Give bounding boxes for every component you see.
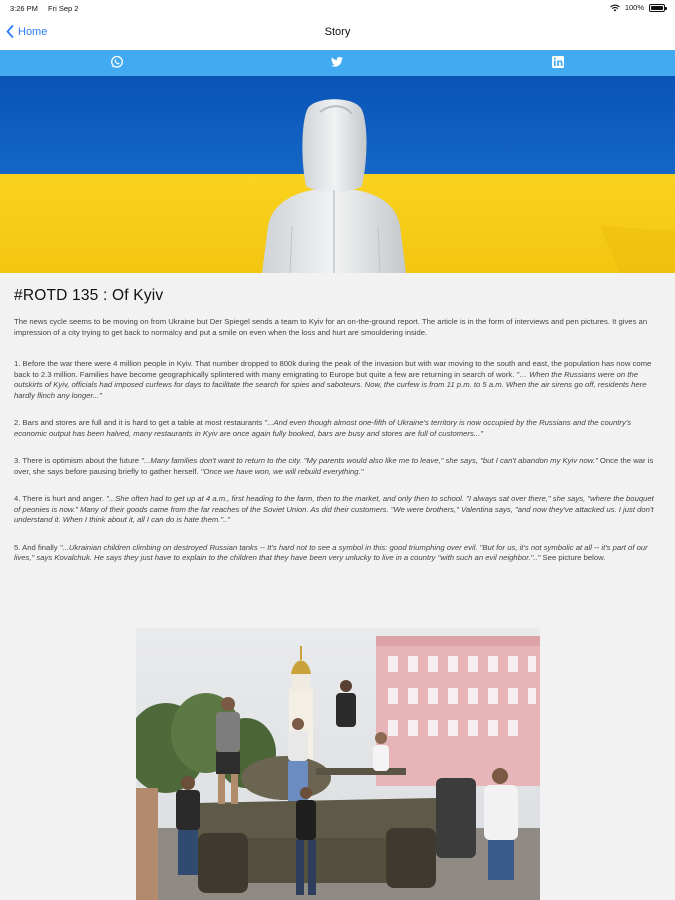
battery-icon xyxy=(649,4,665,12)
twitter-icon xyxy=(330,55,344,69)
paragraph-quote: "...And even though almost one-fifth of Ukraine's territory is now occupied by the Russians and the country's economic output has been halved, many restaurants in Kyiv are once again fully booked, bars are busy and stores are full of customers..." xyxy=(14,418,632,438)
nav-bar xyxy=(0,16,675,50)
status-date: Fri Sep 2 xyxy=(48,4,79,13)
paragraph-text: 5. And finally xyxy=(14,542,60,552)
article-paragraph xyxy=(14,494,662,526)
paragraph-quote: "...She often had to get up at 4 a.m., first heading to the farm, then to the market, and only then to school. "I always sat over there," she says, "where the bouquet of peonies is now." Many of their goods came from the far reaches of the Soviet Union. As did their customers. "We were brothers," Valentina says, "and now they've attacked us. I just don't understand it. When I think about it, all I can do is hate them.".." xyxy=(14,494,654,524)
back-button-label: Home xyxy=(18,25,48,38)
paragraph-text: 3. There is optimism about the future xyxy=(14,456,142,465)
article-title: #ROTD 135 : Of Kyiv xyxy=(14,287,164,304)
share-bar xyxy=(0,50,675,76)
paragraph-quote: "...Ukrainian children climbing on destroyed Russian tanks -- It's hard not to see a symbol in this: good triumphing over evil. "But for us, it's not symbolic at all -- it's part of our lives," says Kovalchuk. He says they just have to explain to the children that they have been very unlucky to live in a country "with such an evil neighbor.".." xyxy=(14,542,648,562)
paragraph-text: Once the war is over, she says before pausing briefly to gather herself. xyxy=(14,456,654,476)
paragraph-text: See picture below. xyxy=(540,553,606,562)
article-paragraph xyxy=(14,543,662,564)
paragraph-quote: "...Many families don't want to return to the city. "My parents would also like me to leave," she says, "but I can't abandon my Kyiv now." xyxy=(141,456,598,465)
article-paragraph xyxy=(14,456,662,477)
article-photo xyxy=(136,628,540,900)
article-paragraph xyxy=(14,418,662,439)
whatsapp-share-button[interactable] xyxy=(110,55,126,71)
article xyxy=(14,287,662,575)
paragraph-text: 4. There is hurt and anger. xyxy=(14,494,107,503)
twitter-share-button[interactable] xyxy=(330,55,346,71)
paragraph-quote: "… When the Russians were on the outskirts of Kyiv, officials had imposed curfews for days to facilitate the search for spies and saboteurs. Now, the curfew is from 11 p.m. to 5 a.m. When the air sirens go off, residents here hardly flinch any longer..." xyxy=(14,369,647,400)
paragraph-text: The news cycle seems to be moving on from Ukraine but Der Spiegel sends a team to Kyiv for an on-the-ground report. The article is in the form of interviews and pen pictures. It gives an impression of a city trying to get back to normalcy and put a smile on even when the loss and hurt are smouldering inside. xyxy=(14,317,648,337)
paragraph-text: 2. Bars and stores are full and it is hard to get a table at most restaurants xyxy=(14,418,265,427)
article-paragraph xyxy=(14,359,662,401)
page-title: Story xyxy=(324,26,351,38)
paragraph-quote: "Once we have won, we will rebuild everything." xyxy=(200,466,364,476)
wifi-icon xyxy=(610,4,620,12)
battery-percent: 100% xyxy=(624,3,644,12)
linkedin-icon xyxy=(551,55,565,69)
article-paragraph xyxy=(14,317,662,338)
paragraph-text: 1. Before the war there were 4 million people in Kyiv. That number dropped to 800k during the peak of the invasion but with war moving to the south and east, the population has now come back to 2.3 million. Families have become geographically splintered with many emigrating to Europe but quite a few are returning in search of work. xyxy=(14,359,652,379)
hero-image xyxy=(0,76,675,273)
linkedin-share-button[interactable] xyxy=(551,55,567,71)
status-bar xyxy=(0,0,675,16)
status-time: 3:26 PM xyxy=(10,4,38,13)
whatsapp-icon xyxy=(110,55,124,69)
